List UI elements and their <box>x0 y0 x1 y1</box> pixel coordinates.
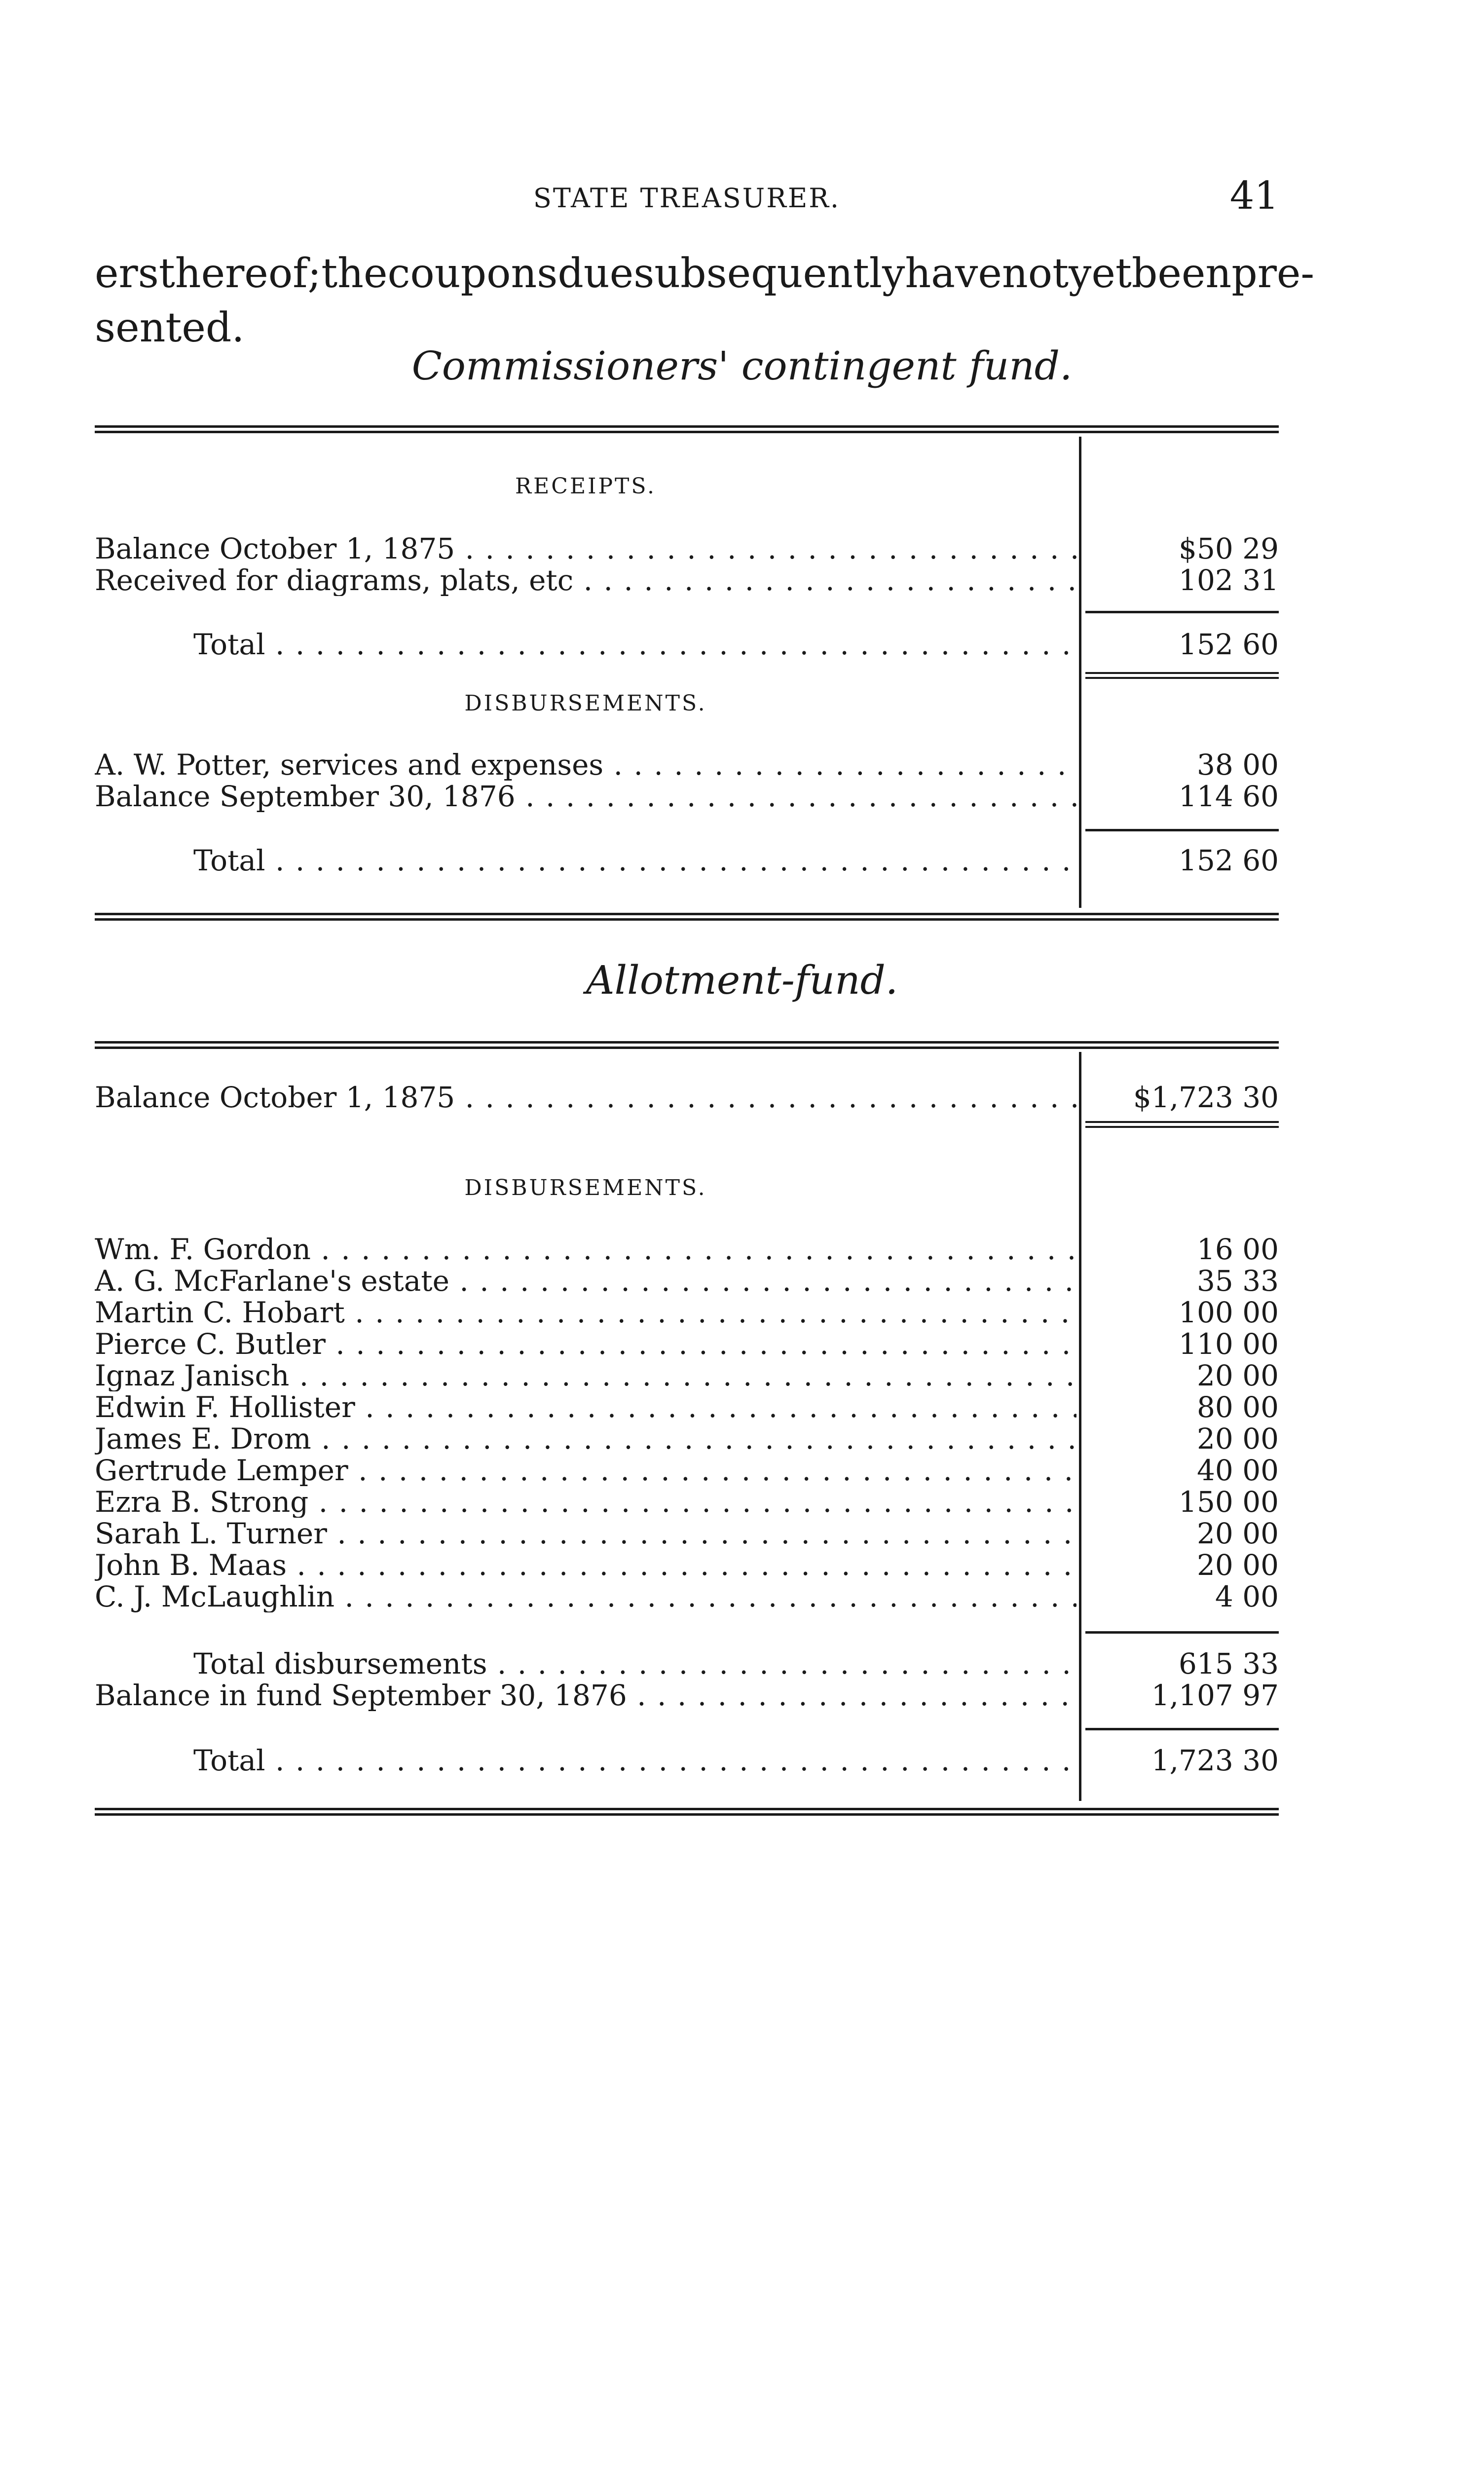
table-row <box>95 1265 1279 1297</box>
row-amount: 110 00 <box>1179 1327 1279 1361</box>
row-amount: $1,723 30 <box>1133 1081 1279 1114</box>
table-row <box>95 1518 1279 1549</box>
row-amount: 615 33 <box>1179 1647 1279 1681</box>
total-amount: 152 60 <box>1179 628 1279 661</box>
row-amount: 20 00 <box>1196 1359 1279 1392</box>
table-row <box>95 1455 1279 1486</box>
intro-paragraph <box>95 247 1315 355</box>
sum-rule <box>1085 1728 1279 1730</box>
allotment-fund-caption: Allotment-fund. <box>586 957 898 1003</box>
total-label: Total . . . <box>95 845 1076 876</box>
intro-word: have <box>905 250 1002 297</box>
intro-word: due <box>557 250 634 297</box>
intro-word: been <box>1131 250 1232 297</box>
total-amount: 1,723 30 <box>1151 1744 1279 1777</box>
table-row <box>95 1234 1279 1265</box>
total-label: Total . . . <box>95 629 1076 660</box>
row-amount: 35 33 <box>1196 1264 1279 1298</box>
row-label: James E. Drom . . . <box>95 1423 1076 1455</box>
row-amount: 100 00 <box>1179 1296 1279 1329</box>
intro-word: subsequently <box>633 250 905 297</box>
row-label: John B. Maas . . . <box>95 1549 1076 1581</box>
table-row <box>95 1297 1279 1328</box>
row-label: Received for diagrams, plats, etc . . . <box>95 564 1076 596</box>
intro-word: pre- <box>1231 250 1315 297</box>
table-row <box>95 1360 1279 1391</box>
row-amount: 20 00 <box>1196 1422 1279 1456</box>
row-label: Balance October 1, 1875 . . . <box>95 1082 1076 1113</box>
row-label: A. W. Potter, services and expenses . . . <box>95 749 1076 781</box>
table-row <box>95 1328 1279 1360</box>
intro-word: not <box>1002 250 1069 297</box>
row-amount: 16 00 <box>1196 1233 1279 1266</box>
column-divider <box>1079 437 1081 908</box>
sum-rule <box>1085 611 1279 613</box>
intro-word: coupons <box>387 250 558 297</box>
table-row <box>95 1581 1279 1612</box>
row-label: Sarah L. Turner . . . <box>95 1518 1076 1549</box>
table-row <box>95 1486 1279 1518</box>
table-row <box>95 1549 1279 1581</box>
row-amount: 20 00 <box>1196 1517 1279 1550</box>
row-amount: 40 00 <box>1196 1454 1279 1487</box>
row-label: Balance in fund September 30, 1876 . . . <box>95 1680 1076 1711</box>
disbursements-heading: DISBURSEMENTS. <box>464 691 707 716</box>
receipts-heading: RECEIPTS. <box>515 474 656 499</box>
total-label: Total . . . <box>95 1745 1076 1776</box>
balance-end-row <box>95 1680 1279 1711</box>
intro-line-2: sented. <box>95 304 245 351</box>
row-label: A. G. McFarlane's estate . . . <box>95 1265 1076 1297</box>
row-label: Gertrude Lemper . . . <box>95 1455 1076 1486</box>
total-row <box>95 1745 1279 1776</box>
double-rule <box>1085 672 1279 678</box>
row-amount: 20 00 <box>1196 1548 1279 1582</box>
row-amount: 4 00 <box>1215 1580 1279 1613</box>
row-label: Balance October 1, 1875 . . . <box>95 533 1076 564</box>
table-row <box>95 749 1279 781</box>
table-row <box>95 781 1279 812</box>
row-amount: 38 00 <box>1196 748 1279 782</box>
disbursements-heading: DISBURSEMENTS. <box>464 1175 707 1200</box>
row-label: Edwin F. Hollister . . . <box>95 1391 1076 1423</box>
intro-line-1 <box>95 247 1315 301</box>
sum-rule <box>1085 829 1279 831</box>
intro-word: thereof; <box>158 250 322 297</box>
row-label: Pierce C. Butler . . . <box>95 1328 1076 1360</box>
running-header <box>95 174 1279 218</box>
row-label: Wm. F. Gordon . . . <box>95 1234 1076 1265</box>
intro-word: ers <box>95 250 159 297</box>
table-top-rule <box>95 1041 1279 1049</box>
table-bottom-rule <box>95 1808 1279 1816</box>
intro-word: yet <box>1069 250 1132 297</box>
total-row <box>95 845 1279 876</box>
contingent-fund-caption: Commissioners' contingent fund. <box>411 343 1073 389</box>
double-rule <box>1085 1121 1279 1127</box>
balance-row <box>95 1082 1279 1113</box>
table-top-rule <box>95 425 1279 433</box>
table-row <box>95 1391 1279 1423</box>
table-bottom-rule <box>95 913 1279 921</box>
row-label: Ignaz Janisch . . . <box>95 1360 1076 1391</box>
row-label: Ezra B. Strong . . . <box>95 1486 1076 1518</box>
row-amount: 150 00 <box>1179 1485 1279 1519</box>
intro-word: the <box>321 250 388 297</box>
row-label: C. J. McLaughlin . . . <box>95 1581 1076 1612</box>
total-disbursements-row <box>95 1648 1279 1680</box>
row-amount: 1,107 97 <box>1151 1679 1279 1712</box>
table-row <box>95 533 1279 564</box>
row-amount: $50 29 <box>1179 532 1279 565</box>
total-row <box>95 629 1279 660</box>
sum-rule <box>1085 1631 1279 1634</box>
table-row <box>95 564 1279 596</box>
row-amount: 80 00 <box>1196 1390 1279 1424</box>
table-row <box>95 1423 1279 1455</box>
header-title: STATE TREASURER. <box>533 183 841 214</box>
row-label: Balance September 30, 1876 . . . <box>95 781 1076 812</box>
total-amount: 152 60 <box>1179 844 1279 877</box>
row-amount: 102 31 <box>1179 563 1279 597</box>
row-label: Martin C. Hobart . . . <box>95 1297 1076 1328</box>
page-number: 41 <box>1229 174 1279 218</box>
row-amount: 114 60 <box>1179 780 1279 813</box>
row-label: Total disbursements . . . <box>95 1648 1076 1680</box>
